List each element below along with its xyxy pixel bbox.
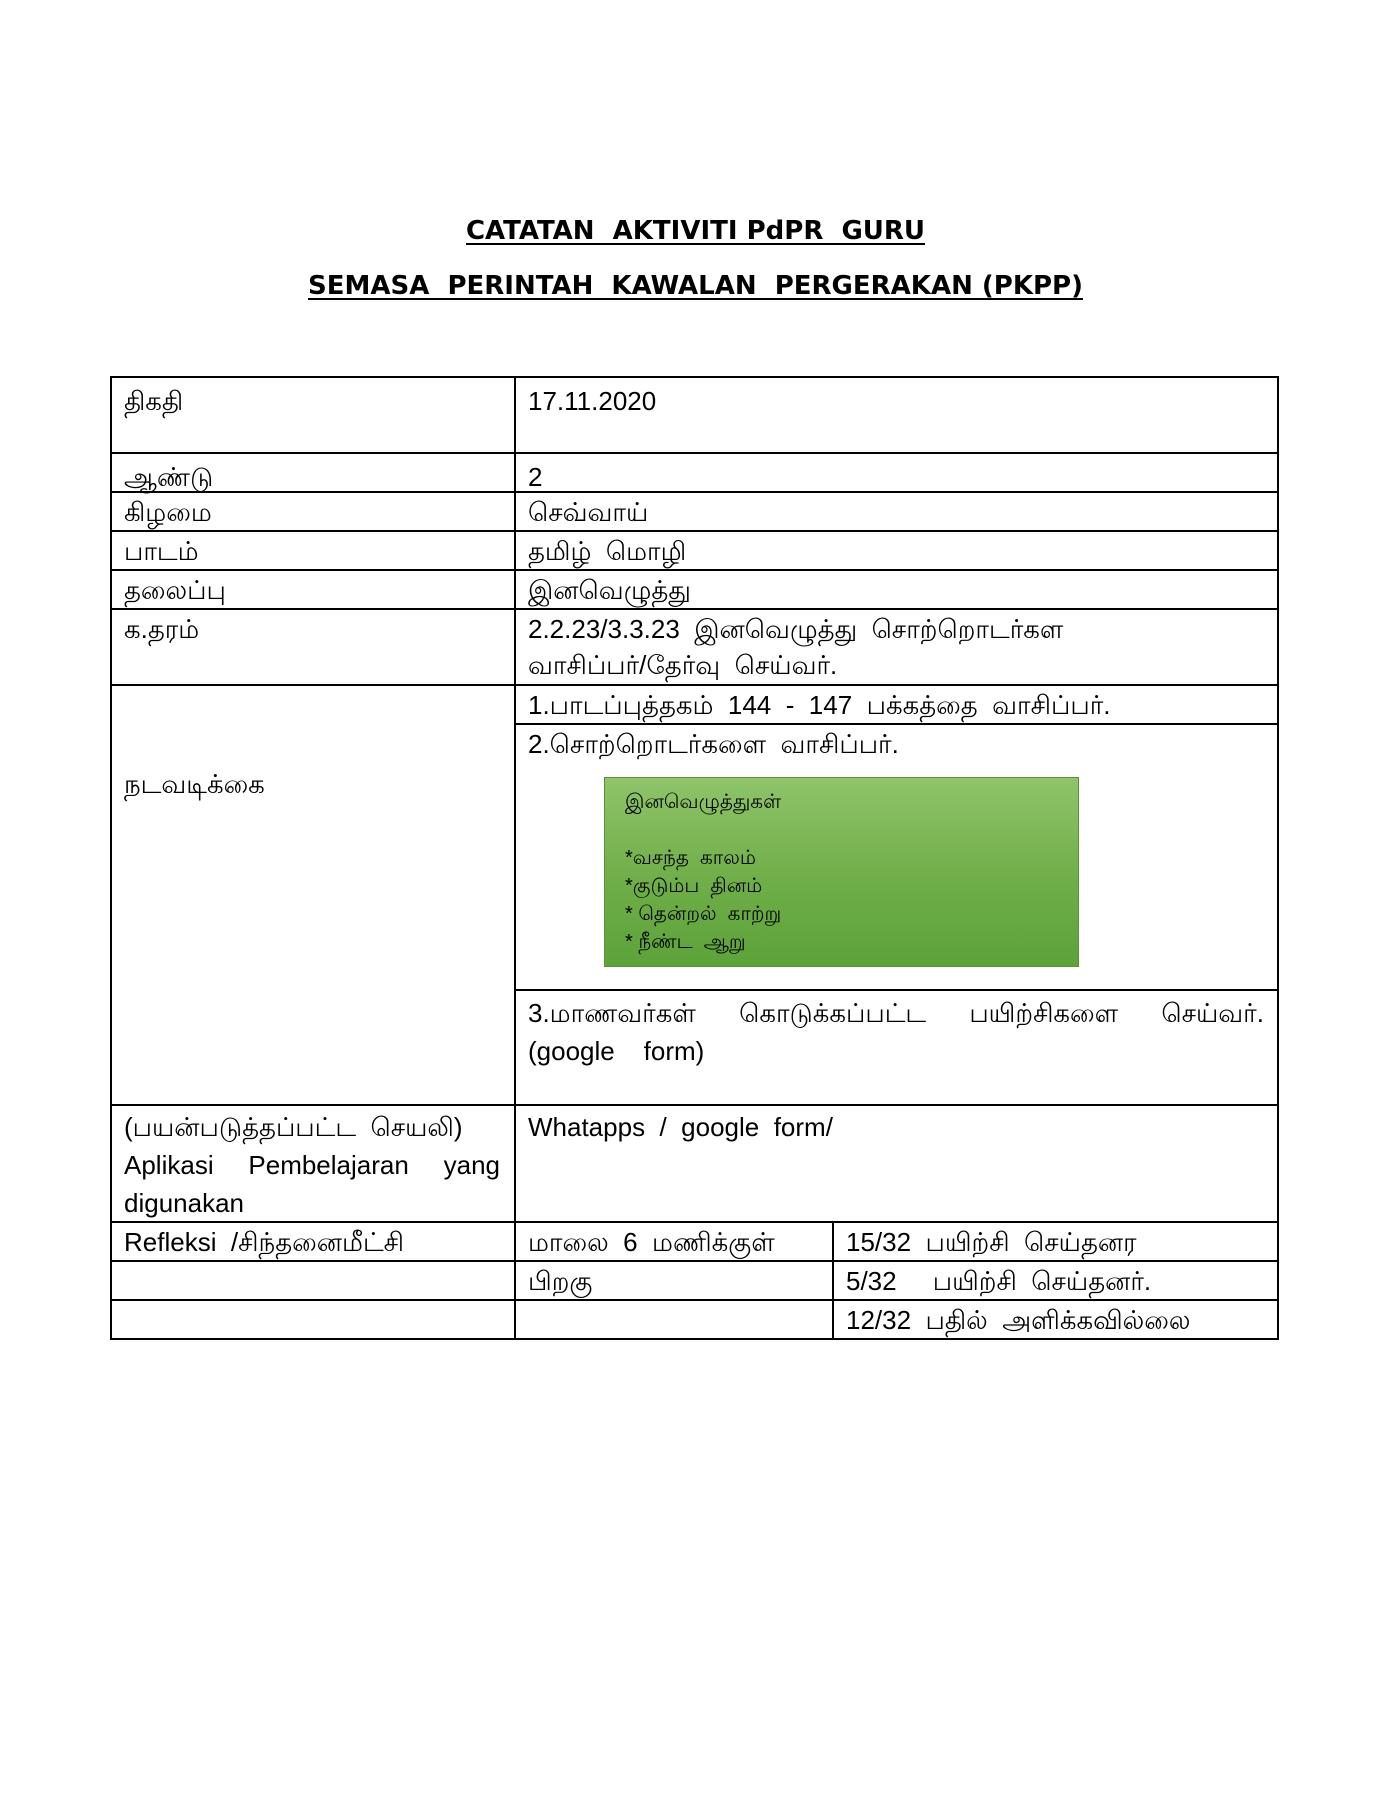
document-subtitle: SEMASA PERINTAH KAWALAN PERGERAKAN (PKPP) bbox=[308, 271, 1083, 301]
apps-label-line3: digunakan bbox=[124, 1188, 244, 1218]
row-divider bbox=[110, 1104, 1279, 1106]
reflection-result: 15/32 பயிற்சி செய்தனர bbox=[846, 1227, 1137, 1257]
date-value: 17.11.2020 bbox=[528, 386, 657, 416]
word-list-item: *வசந்த காலம் bbox=[625, 847, 756, 869]
reflection-result: 5/32 பயிற்சி செய்தனர். bbox=[846, 1266, 1152, 1296]
word-list-box bbox=[604, 777, 1079, 967]
word-list-item: *குடும்ப தினம் bbox=[625, 875, 763, 897]
apps-label-line2: Aplikasi Pembelajaran yang bbox=[124, 1150, 500, 1180]
year-label: ஆண்டு bbox=[124, 462, 214, 492]
year-value: 2 bbox=[528, 462, 543, 492]
standard-label: க.தரம் bbox=[124, 614, 200, 644]
activity-label: நடவடிக்கை bbox=[124, 769, 265, 799]
standard-value-line1: 2.2.23/3.3.23 இனவெழுத்து சொற்றொடர்கள bbox=[528, 614, 1064, 644]
apps-value: Whatapps / google form/ bbox=[528, 1112, 833, 1142]
standard-value-line2: வாசிப்பர்/தேர்வு செய்வர். bbox=[528, 650, 838, 680]
reflection-when: மாலை 6 மணிக்குள் bbox=[528, 1227, 775, 1257]
activity-step-3: 3.மாணவர்கள் கொடுக்கப்பட்ட பயிற்சிகளை செய்வர். bbox=[528, 998, 1264, 1028]
table-border-right bbox=[1277, 376, 1279, 1340]
activity-step-3-note: (google form) bbox=[528, 1036, 705, 1066]
subject-label: பாடம் bbox=[124, 536, 199, 566]
row-divider bbox=[514, 989, 1279, 991]
document-title: CATATAN AKTIVITI PdPR GURU bbox=[465, 216, 926, 246]
day-label: கிழமை bbox=[124, 497, 212, 527]
reflection-when: பிறகு bbox=[528, 1266, 593, 1296]
word-list-item: * தென்றல் காற்று bbox=[625, 903, 782, 925]
word-list-item: * நீண்ட ஆறு bbox=[625, 931, 746, 953]
activity-step-2: 2.சொற்றொடர்களை வாசிப்பர். bbox=[528, 729, 899, 759]
day-value: செவ்வாய் bbox=[528, 497, 649, 527]
activity-step-1: 1.பாடப்புத்தகம் 144 - 147 பக்கத்தை வாசிப்பர். bbox=[528, 690, 1111, 720]
reflection-result: 12/32 பதில் அளிக்கவில்லை bbox=[846, 1305, 1191, 1335]
date-label: திகதி bbox=[124, 386, 184, 416]
topic-label: தலைப்பு bbox=[124, 575, 226, 605]
word-list-title: இனவெழுத்துகள் bbox=[625, 791, 782, 813]
topic-value: இனவெழுத்து bbox=[528, 575, 691, 605]
apps-label-line1: (பயன்படுத்தப்பட்ட செயலி) bbox=[124, 1112, 463, 1142]
reflection-label: Refleksi /சிந்தனைமீட்சி bbox=[124, 1227, 404, 1257]
subject-value: தமிழ் மொழி bbox=[528, 536, 687, 566]
